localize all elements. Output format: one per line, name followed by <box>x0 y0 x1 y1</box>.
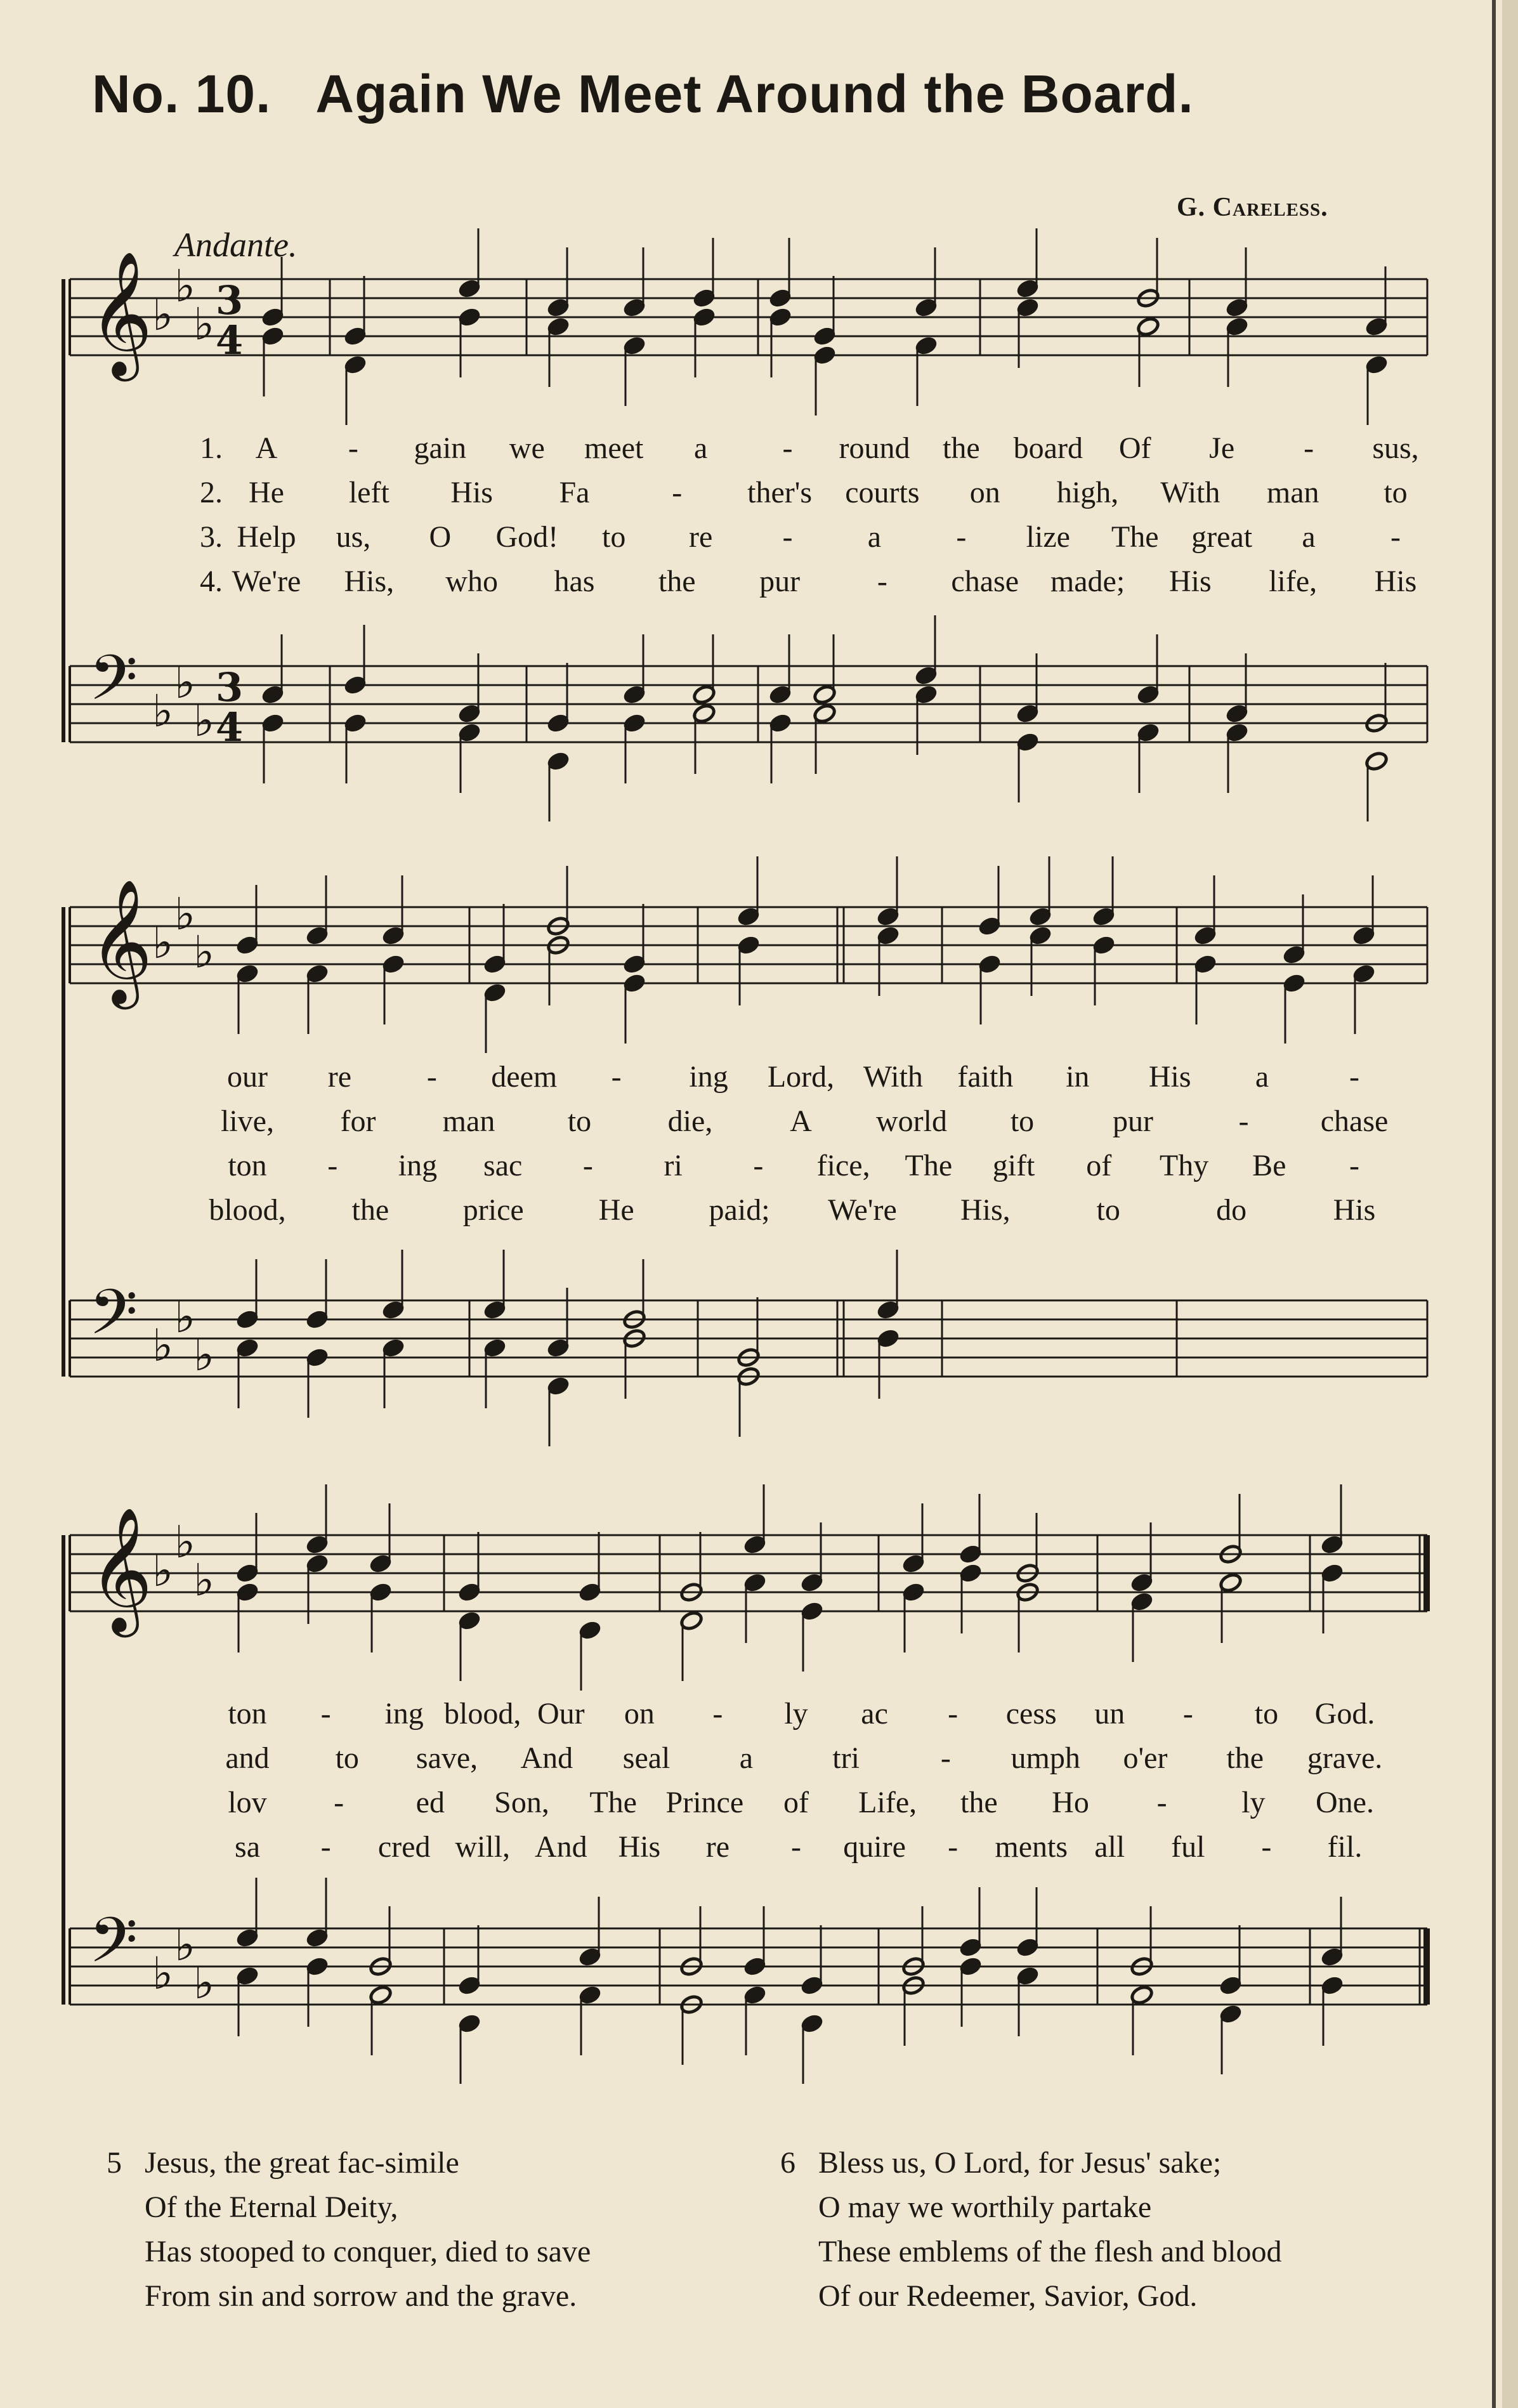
lyric-syllable: The <box>1111 520 1159 554</box>
lyric-syllable: to <box>1384 476 1408 509</box>
lyric-syllable: great <box>1191 520 1253 554</box>
time-signature: 4 <box>216 317 244 363</box>
lyric-syllable: world <box>876 1104 947 1138</box>
lyric-syllable: His <box>1169 565 1212 598</box>
lyric-syllable: - <box>782 520 793 554</box>
lyric-syllable: His <box>1333 1193 1376 1227</box>
lyric-syllable: deem <box>491 1060 558 1094</box>
hymn-number: No. 10. <box>92 64 272 124</box>
lyric-syllable: will, <box>455 1830 511 1864</box>
flat-icon: ♭ <box>174 1919 196 1971</box>
lyric-syllable: ther's <box>747 476 813 509</box>
lyric-syllable: ton <box>228 1697 267 1731</box>
lyric-syllable: Ho <box>1052 1786 1089 1819</box>
stanza-6 <box>780 2141 1282 2319</box>
lyric-syllable: chase <box>951 565 1019 598</box>
lyric-syllable: - <box>948 1830 959 1864</box>
bass-clef-icon: 𝄢 <box>89 1276 138 1364</box>
lyric-syllable: to <box>602 520 626 554</box>
lyric-syllable: man <box>442 1104 495 1138</box>
lyric-syllable: gain <box>414 431 467 465</box>
lyric-syllable: His <box>1374 565 1417 598</box>
lyric-syllable: - <box>877 565 887 598</box>
lyric-syllable: a <box>867 520 882 554</box>
lyric-syllable: o'er <box>1123 1741 1168 1775</box>
flat-icon: ♭ <box>193 298 215 350</box>
lyric-syllable: - <box>940 1741 951 1775</box>
lyric-syllable: chase <box>1320 1104 1389 1138</box>
final-barline <box>1423 1535 1430 1611</box>
lyric-syllable: His, <box>344 565 395 598</box>
lyric-syllable: - <box>1304 431 1314 465</box>
lyric-syllable: the <box>351 1193 389 1227</box>
bass-clef-icon: 𝄢 <box>89 642 138 730</box>
stanza-line: O may we worthily partake <box>818 2190 1152 2224</box>
lyric-syllable: re <box>688 520 713 554</box>
lyric-syllable: With <box>863 1060 923 1094</box>
lyric-syllable: A <box>255 431 278 465</box>
verse-number: 4. <box>200 565 223 598</box>
lyric-syllable: - <box>582 1149 593 1182</box>
lyric-syllable: on <box>624 1697 655 1731</box>
lyric-syllable: - <box>611 1060 622 1094</box>
lyric-syllable: His, <box>960 1193 1011 1227</box>
lyric-syllable: - <box>956 520 967 554</box>
stanza-line: These emblems of the flesh and blood <box>818 2235 1282 2268</box>
lyric-syllable: - <box>327 1149 338 1182</box>
flat-icon: ♭ <box>152 289 174 341</box>
lyric-syllable: Prince <box>665 1786 744 1819</box>
stanza-line: Jesus, the great fac-simile <box>145 2146 459 2180</box>
lyric-syllable: He <box>598 1193 634 1227</box>
final-barline <box>1423 1928 1430 2005</box>
lyric-syllable: - <box>426 1060 437 1094</box>
lyric-syllable: all <box>1094 1830 1125 1864</box>
treble-clef-icon: 𝄞 <box>89 1507 153 1632</box>
lyric-syllable: The <box>905 1149 953 1182</box>
flat-icon: ♭ <box>152 685 174 737</box>
lyric-syllable: die, <box>667 1104 713 1138</box>
lyric-syllable: fice, <box>816 1149 870 1182</box>
flat-icon: ♭ <box>174 657 196 709</box>
lyric-syllable: ly <box>1241 1786 1266 1819</box>
lyric-syllable: blood, <box>209 1193 286 1227</box>
lyric-syllable: a <box>1302 520 1316 554</box>
flat-icon: ♭ <box>193 1329 215 1381</box>
lyric-syllable: We're <box>828 1193 897 1227</box>
lyric-syllable: lize <box>1026 520 1070 554</box>
stanza-line: Of our Redeemer, Savior, God. <box>818 2279 1198 2313</box>
lyric-syllable: courts <box>845 476 920 509</box>
lyric-syllable: - <box>1156 1786 1167 1819</box>
composer-credit: G. Careless. <box>1177 193 1328 222</box>
lyric-syllable: ing <box>398 1149 438 1182</box>
lyric-syllable: re <box>327 1060 352 1094</box>
lyric-syllable: cess <box>1005 1697 1057 1731</box>
time-signature: 3 <box>216 277 244 324</box>
lyric-syllable: to <box>1254 1697 1279 1731</box>
lyric-syllable: paid; <box>709 1193 770 1227</box>
lyric-syllable: blood, <box>444 1697 521 1731</box>
lyric-syllable: - <box>948 1697 959 1731</box>
lyric-syllable: - <box>1261 1830 1272 1864</box>
lyric-syllable: Fa <box>559 476 590 509</box>
lyric-syllable: us, <box>336 520 371 554</box>
flat-icon: ♭ <box>174 888 196 940</box>
lyric-syllable: - <box>1182 1697 1193 1731</box>
stanza-line: Bless us, O Lord, for Jesus' sake; <box>818 2146 1222 2180</box>
verse-number: 2. <box>200 476 223 509</box>
lyric-syllable: man <box>1266 476 1319 509</box>
lyric-syllable: umph <box>1011 1741 1080 1775</box>
lyric-syllable: His <box>618 1830 661 1864</box>
lyric-syllable: Be <box>1252 1149 1286 1182</box>
lyric-syllable: And <box>520 1741 573 1775</box>
treble-clef-icon: 𝄞 <box>89 251 153 376</box>
lyric-syllable: Son, <box>494 1786 549 1819</box>
lyric-syllable: ri <box>664 1149 683 1182</box>
lyric-syllable: quire <box>843 1830 906 1864</box>
lyric-syllable: And <box>534 1830 587 1864</box>
lyric-syllable: His <box>450 476 493 509</box>
lyric-syllable: un <box>1094 1697 1125 1731</box>
bass-clef-icon: 𝄢 <box>89 1904 138 1992</box>
stanza-number: 5 <box>107 2146 122 2180</box>
lyric-syllable: ments <box>995 1830 1068 1864</box>
lyric-syllable: ton <box>228 1149 267 1182</box>
lyric-syllable: board <box>1013 431 1083 465</box>
lyric-syllable: seal <box>622 1741 671 1775</box>
lyric-syllable: of <box>783 1786 809 1819</box>
lyric-syllable: ing <box>384 1697 424 1731</box>
lyric-syllable: Lord, <box>767 1060 835 1094</box>
lyric-syllable: cred <box>377 1830 431 1864</box>
lyric-syllable: a <box>739 1741 754 1775</box>
flat-icon: ♭ <box>193 695 215 747</box>
lyric-syllable: lov <box>228 1786 267 1819</box>
lyric-syllable: - <box>753 1149 764 1182</box>
lyric-syllable: Thy <box>1159 1149 1209 1182</box>
lyric-syllable: on <box>969 476 1000 509</box>
lyric-syllable: The <box>589 1786 637 1819</box>
lyric-syllable: - <box>712 1697 723 1731</box>
time-signature: 3 <box>216 664 244 710</box>
lyric-syllable: - <box>672 476 683 509</box>
lyric-syllable: to <box>335 1741 359 1775</box>
flat-icon: ♭ <box>174 1291 196 1343</box>
lyric-syllable: life, <box>1269 565 1318 598</box>
flat-icon: ♭ <box>174 260 196 312</box>
lyric-syllable: left <box>348 476 389 509</box>
lyric-syllable: our <box>227 1060 268 1094</box>
lyric-syllable: We're <box>232 565 301 598</box>
lyric-syllable: gift <box>992 1149 1035 1182</box>
lyric-syllable: Our <box>537 1697 585 1731</box>
lyric-syllable: pur <box>759 565 801 598</box>
lyric-syllable: who <box>445 565 498 598</box>
lyric-syllable: in <box>1066 1060 1090 1094</box>
lyric-syllable: Life, <box>858 1786 917 1819</box>
treble-clef-icon: 𝄞 <box>89 879 153 1004</box>
lyric-syllable: grave. <box>1307 1741 1383 1775</box>
lyric-syllable: - <box>1349 1060 1359 1094</box>
lyric-syllable: His <box>1148 1060 1191 1094</box>
lyric-syllable: Help <box>237 520 296 554</box>
lyric-syllable: made; <box>1050 565 1125 598</box>
lyric-syllable: - <box>320 1697 331 1731</box>
lyric-syllable: God. <box>1314 1697 1375 1731</box>
lyric-syllable: fil. <box>1327 1830 1363 1864</box>
lyric-syllable: and <box>225 1741 270 1775</box>
hymn-name: Again We Meet Around the Board. <box>315 64 1194 124</box>
lyric-syllable: - <box>791 1830 801 1864</box>
stanza-5 <box>107 2141 591 2319</box>
lyric-syllable: O <box>429 520 452 554</box>
lyric-syllable: do <box>1216 1193 1247 1227</box>
lyric-syllable: for <box>340 1104 376 1138</box>
lyric-syllable: faith <box>957 1060 1014 1094</box>
flat-icon: ♭ <box>193 1554 215 1606</box>
verse-number: 3. <box>200 520 223 554</box>
verse-number: 1. <box>200 431 223 465</box>
flat-icon: ♭ <box>152 1947 174 1999</box>
lyric-syllable: Je <box>1209 431 1235 465</box>
flat-icon: ♭ <box>152 1319 174 1371</box>
lyric-syllable: One. <box>1316 1786 1374 1819</box>
lyric-syllable: pur <box>1113 1104 1153 1138</box>
lyric-syllable: ful <box>1171 1830 1205 1864</box>
flat-icon: ♭ <box>174 1516 196 1568</box>
lyric-syllable: the <box>960 1786 998 1819</box>
lyric-syllable: to <box>1096 1193 1120 1227</box>
lyric-syllable: sac <box>483 1149 523 1182</box>
lyric-syllable: - <box>348 431 358 465</box>
lyric-syllable: high, <box>1056 476 1119 509</box>
lyric-syllable: to <box>567 1104 592 1138</box>
flat-icon: ♭ <box>152 917 174 969</box>
tempo-marking: Andante. <box>174 226 298 264</box>
lyric-syllable: ing <box>689 1060 728 1094</box>
lyric-syllable: Of <box>1118 431 1151 465</box>
lyric-syllable: has <box>554 565 595 598</box>
lyric-syllable: the <box>1226 1741 1264 1775</box>
lyric-syllable: - <box>334 1786 344 1819</box>
lyric-syllable: a <box>1255 1060 1269 1094</box>
lyric-syllable: ed <box>415 1786 445 1819</box>
stanza-line: From sin and sorrow and the grave. <box>145 2279 577 2313</box>
lyric-syllable: to <box>1010 1104 1035 1138</box>
lyric-syllable: round <box>839 431 910 465</box>
stanza-line: Of the Eternal Deity, <box>145 2190 398 2224</box>
lyric-syllable: meet <box>584 431 644 465</box>
lyric-syllable: sus, <box>1372 431 1419 465</box>
flat-icon: ♭ <box>152 1545 174 1597</box>
lyric-syllable: live, <box>221 1104 274 1138</box>
lyric-syllable: He <box>249 476 284 509</box>
lyric-syllable: - <box>320 1830 331 1864</box>
lyric-syllable: A <box>790 1104 812 1138</box>
lyric-syllable: - <box>1349 1149 1359 1182</box>
lyric-syllable: God! <box>495 520 559 554</box>
lyric-syllable: - <box>1390 520 1401 554</box>
lyric-syllable: ac <box>861 1697 888 1731</box>
lyric-syllable: re <box>705 1830 730 1864</box>
lyric-syllable: a <box>693 431 708 465</box>
flat-icon: ♭ <box>193 1957 215 2009</box>
flat-icon: ♭ <box>193 926 215 978</box>
lyric-syllable: - <box>782 431 793 465</box>
lyric-syllable: ly <box>784 1697 808 1731</box>
lyric-syllable: the <box>658 565 696 598</box>
lyric-syllable: - <box>1238 1104 1249 1138</box>
lyric-syllable: With <box>1160 476 1220 509</box>
lyric-syllable: we <box>509 431 545 465</box>
lyric-syllable: of <box>1086 1149 1112 1182</box>
time-signature: 4 <box>216 704 244 750</box>
lyric-syllable: price <box>462 1193 524 1227</box>
lyric-syllable: save, <box>415 1741 478 1775</box>
lyric-syllable: tri <box>832 1741 860 1775</box>
stanza-number: 6 <box>780 2146 795 2180</box>
stanza-line: Has stooped to conquer, died to save <box>145 2235 591 2268</box>
lyric-syllable: sa <box>235 1830 260 1864</box>
lyric-syllable: the <box>943 431 980 465</box>
